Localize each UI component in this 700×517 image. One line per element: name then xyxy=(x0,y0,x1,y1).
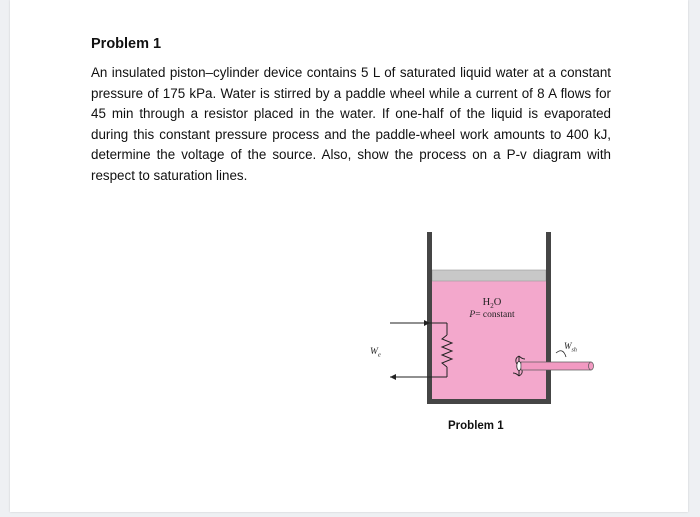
shaft-work-label: $W_{sh}$ xyxy=(564,341,577,354)
piston xyxy=(432,270,546,281)
wire-bottom-arrow-icon xyxy=(390,374,396,380)
shaft xyxy=(521,362,594,370)
fluid-label: $H_2O$ xyxy=(482,297,502,310)
figure-caption: Problem 1 xyxy=(448,420,504,432)
problem-title: Problem 1 xyxy=(91,36,162,52)
problem-statement: An insulated piston–cylinder device contains 5 L of saturated liquid water at a constant pressure of 175 kPa. Water is stirred by a paddle wheel while a current of 8 A flows for 45 min through a resistor placed in the water. If one-half of the liquid is evaporated during this constant pressure process and the paddle-wheel work amounts to 400 kJ, determine the voltage of the source. Also, show the process on a P-v diagram with respect to saturation lines. xyxy=(91,65,611,183)
shaft-work-arrow-icon xyxy=(556,351,566,357)
pressure-label: P= constant xyxy=(469,310,515,320)
electric-work-label: $W_e$ xyxy=(370,347,381,359)
piston-cylinder-figure xyxy=(360,225,620,415)
